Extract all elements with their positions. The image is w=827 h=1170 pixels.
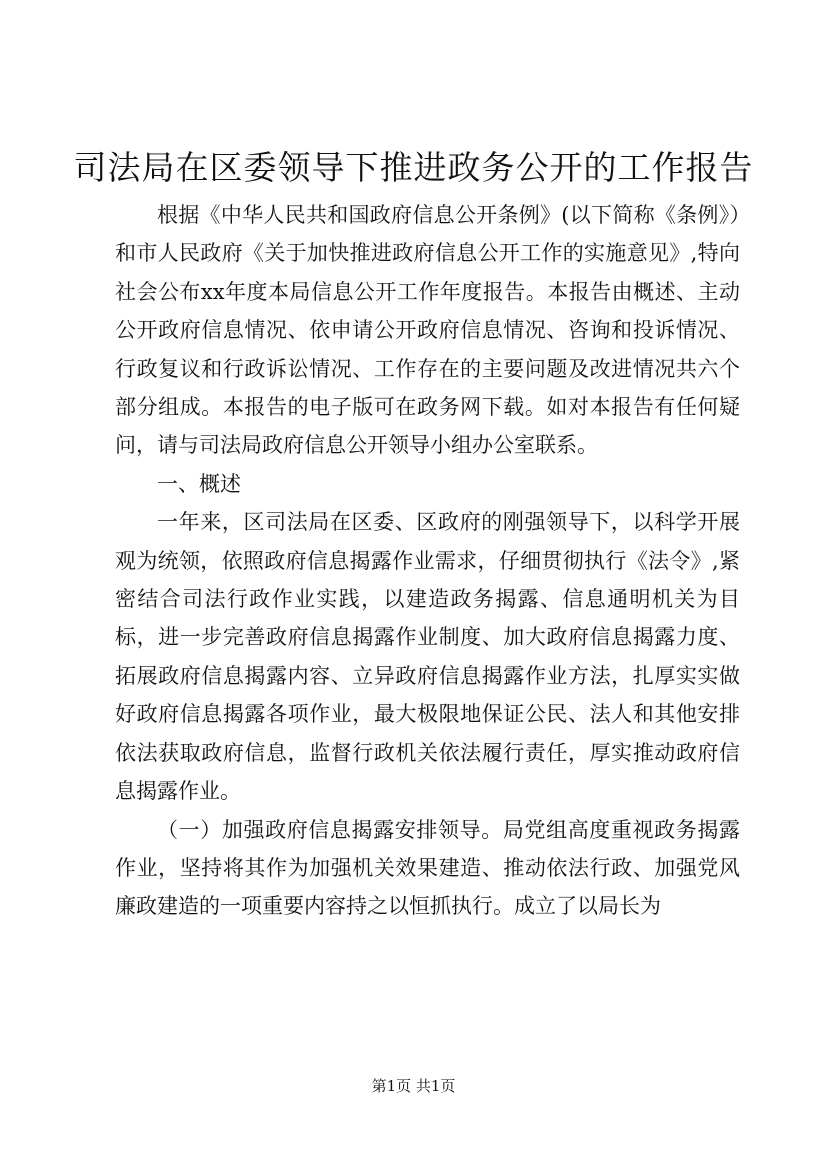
section-heading-overview: 一、概述 <box>157 471 241 496</box>
page-footer: 第1页 共1页 <box>371 1077 456 1095</box>
paragraph-overview: 一年来，区司法局在区委、区政府的刚强领导下，以科学开展观为统领，依照政府信息揭露作业需求，仔细贯彻执行《法令》,紧密结合司法行政作业实践，以建造政务揭露、信息通明机关为目标，进一步完善政府信息揭露作业制度、加大政府信息揭露力度、拓展政府信息揭露内容、立异政府信息揭露作业方法，扎厚实实做好政府信息揭露各项作业，最大极限地保证公民、法人和其他安排依法获取政府信息，监督行政机关依法履行责任，厚实推动政府信息揭露作业。 <box>115 510 740 804</box>
document-body <box>115 196 740 926</box>
document-title: 司法局在区委领导下推进政务公开的工作报告 <box>73 148 754 187</box>
paragraph-leadership: （一）加强政府信息揭露安排领导。局党组高度重视政务揭露作业，坚持将其作为加强机关效果建造、推动依法行政、加强党风廉政建造的一项重要内容持之以恒抓执行。成立了以局长为 <box>115 817 740 919</box>
paragraph-intro: 根据《中华人民共和国政府信息公开条例》(以下简称《条例》）和市人民政府《关于加快推进政府信息公开工作的实施意见》,特向社会公布xx年度本局信息公开工作年度报告。本报告由概述、主动公开政府信息情况、依申请公开政府信息情况、咨询和投诉情况、行政复议和行政诉讼情况、工作存在的主要问题及改进情况共六个部分组成。本报告的电子版可在政务网下载。如对本报告有任何疑问，请与司法局政府信息公开领导小组办公室联系。 <box>115 203 740 458</box>
